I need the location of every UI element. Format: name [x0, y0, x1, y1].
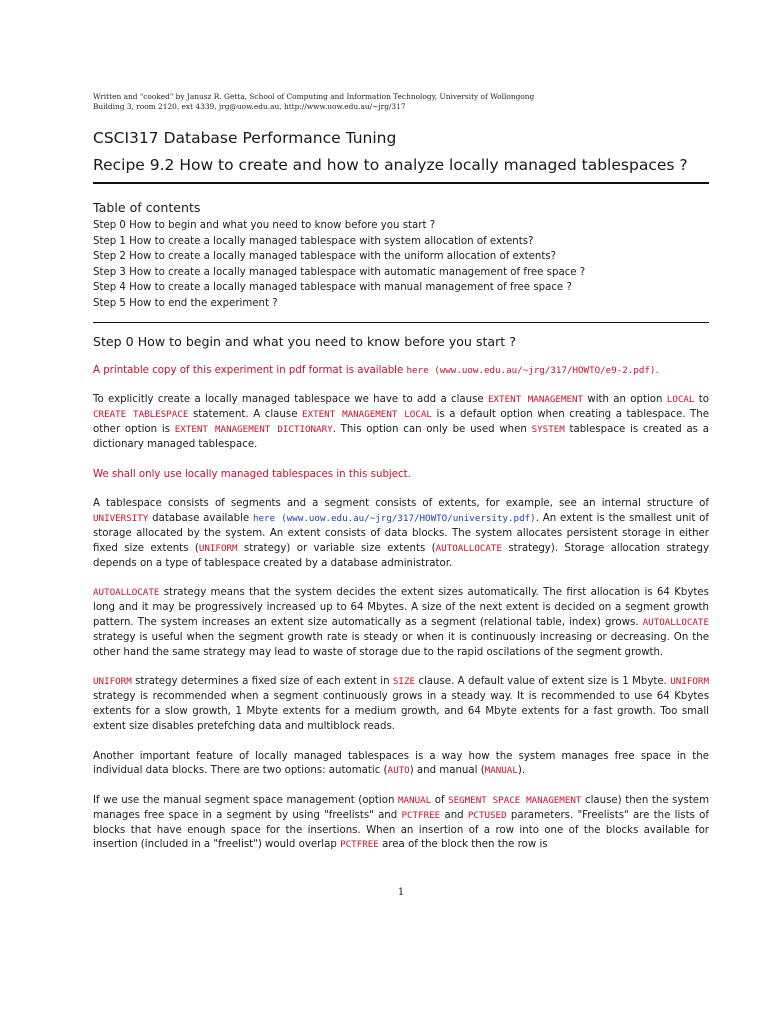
text: To explicitly create a locally managed tablespace we have to add a clause	[93, 394, 488, 406]
course-title: CSCI317 Database Performance Tuning	[93, 129, 397, 147]
text: strategy determines a fixed size of each extent in	[131, 676, 393, 688]
code-university: UNIVERSITY	[93, 513, 149, 525]
code-extent-management-dictionary: EXTENT MANAGEMENT DICTIONARY	[174, 423, 333, 435]
text: ).	[517, 765, 526, 777]
text: strategy is recommended when a segment continuously grows in a steady way. It is recommended to use 64 Kbytes extents for a slow growth, 1 Mbyte extents for a medium growth, and 64 Mbyte extents for a fast growth. Too small extent size disables pretefching data and multiblock reads.	[93, 691, 709, 732]
toc-heading: Table of contents	[93, 200, 201, 215]
code-manual: MANUAL	[397, 795, 432, 807]
text: . An extent is the smallest unit of storage allocated by the system. An extent consists of data blocks. The system allocates persistent storage in either fixed size extents (	[93, 513, 709, 554]
toc-item-step-4[interactable]: Step 4 How to create a locally managed tablespace with manual management of free space ?	[93, 282, 572, 294]
page-number: 1	[397, 887, 405, 898]
step-0-heading: Step 0 How to begin and what you need to know before you start ?	[93, 333, 516, 349]
printable-text: A printable copy of this experiment in pdf format is available	[93, 364, 407, 376]
text: parameters. "Freelists" are the lists of blocks that have enough space for the insertions. When an insertion of a row into one of the blocks available for insertion (included in a "freelist") would overlap	[93, 809, 709, 851]
text: tablespace is created as a dictionary managed tablespace.	[93, 423, 709, 450]
toc-item-step-3[interactable]: Step 3 How to create a locally managed tablespace with automatic management of free space ?	[93, 266, 586, 278]
text: If we use the manual segment space management (option	[93, 795, 398, 807]
credit-line-1: Written and "cooked" by Janusz R. Getta, School of Computing and Information Technology, University of Wollongong	[93, 92, 535, 101]
code-autoallocate: AUTOALLOCATE	[435, 542, 502, 554]
locally-managed-note: We shall only use locally managed tablespaces in this subject.	[93, 468, 411, 480]
manual-segment-paragraph	[93, 794, 709, 853]
university-here-link[interactable]: here	[252, 513, 276, 525]
code-autoallocate: AUTOALLOCATE	[642, 616, 709, 628]
uniform-paragraph	[93, 675, 709, 734]
toc-item-step-1[interactable]: Step 1 How to create a locally managed tablespace with system allocation of extents?	[93, 235, 534, 247]
code-extent-management-local: EXTENT MANAGEMENT LOCAL	[302, 409, 432, 421]
code-create-tablespace: CREATE TABLESPACE	[93, 409, 189, 421]
credit-line-2: Building 3, room 2120, ext 4339, jrg@uow.edu.au, http://www.uow.edu.au/~jrg/317	[93, 102, 406, 111]
table-of-contents	[93, 218, 709, 312]
text: ) and manual (	[409, 765, 485, 777]
extent-management-paragraph	[93, 393, 709, 452]
printable-end: .	[655, 364, 659, 376]
toc-item-step-0[interactable]: Step 0 How to begin and what you need to know before you start ?	[93, 220, 436, 231]
code-auto: AUTO	[387, 765, 410, 777]
text: A tablespace consists of segments and a segment consists of extents, for example, see an internal structure of	[93, 498, 709, 510]
text: . This option can only be used when	[332, 423, 532, 435]
code-segment-space-management: SEGMENT SPACE MANAGEMENT	[448, 795, 582, 807]
code-extent-management: EXTENT MANAGEMENT	[487, 394, 584, 406]
code-system: SYSTEM	[531, 423, 565, 435]
toc-item-step-2[interactable]: Step 2 How to create a locally managed tablespace with the uniform allocation of extents?	[93, 251, 557, 263]
code-pctused: PCTUSED	[467, 809, 507, 821]
text: to	[694, 394, 709, 406]
printable-here-link[interactable]: here	[406, 364, 429, 376]
tablespace-structure-paragraph	[93, 497, 709, 571]
text: Another important feature of locally managed tablespaces is a way how the system manages free space in the individual data blocks. There are two options: automatic (	[93, 750, 709, 777]
autoallocate-paragraph	[93, 586, 709, 660]
code-pctfree: PCTFREE	[340, 839, 379, 851]
code-pctfree: PCTFREE	[401, 809, 441, 821]
text: of	[431, 795, 449, 807]
code-uniform: UNIFORM	[670, 676, 709, 688]
free-space-paragraph	[93, 750, 709, 780]
university-pdf-url[interactable]: (www.uow.edu.au/~jrg/317/HOWTO/university.pdf)	[275, 513, 536, 525]
text: database available	[148, 513, 253, 525]
document-page	[93, 92, 710, 898]
toc-item-step-5[interactable]: Step 5 How to end the experiment ?	[93, 297, 278, 309]
code-uniform: UNIFORM	[198, 542, 238, 554]
code-autoallocate: AUTOALLOCATE	[93, 587, 160, 599]
code-uniform: UNIFORM	[93, 676, 132, 688]
printable-copy-paragraph	[93, 364, 709, 379]
text: statement. A clause	[188, 409, 303, 421]
title-rule	[93, 182, 709, 184]
text: area of the block then the row is	[378, 839, 548, 851]
text: strategy) or variable size extents (	[237, 542, 436, 554]
text: strategy is useful when the segment growth rate is steady or when it is continuously increasing or decreasing. On the other hand the same strategy may lead to waste of storage due to the rapid oscilations of the segment growth.	[93, 631, 709, 658]
text: strategy). Storage allocation strategy depends on a type of tablespace created by a database administrator.	[93, 542, 709, 569]
recipe-title: Recipe 9.2 How to create and how to analyze locally managed tablespaces ?	[93, 156, 688, 174]
author-credits	[93, 92, 709, 112]
text: is a default option when creating a tablespace. The other option is	[93, 409, 709, 435]
code-local: LOCAL	[666, 394, 695, 406]
code-size: SIZE	[392, 676, 416, 688]
printable-url[interactable]: (www.uow.edu.au/~jrg/317/HOWTO/e9-2.pdf)	[428, 364, 656, 376]
text: and	[440, 809, 468, 821]
text: clause) then the system manages free space in a segment by using "freelists" and	[93, 795, 710, 821]
text: strategy means that the system decides the extent sizes automatically. The first allocation is 64 Kbytes long and it may be progressively increased up to 64 Mbytes. A size of the next extent is decided on a segment growth pattern. The system increases an extent size automatically as a segment (relational table, index) grows.	[93, 587, 709, 628]
section-rule	[93, 322, 709, 323]
text: with an option	[583, 394, 667, 406]
code-manual: MANUAL	[484, 765, 518, 777]
text: clause. A default value of extent size is 1 Mbyte.	[415, 676, 671, 688]
